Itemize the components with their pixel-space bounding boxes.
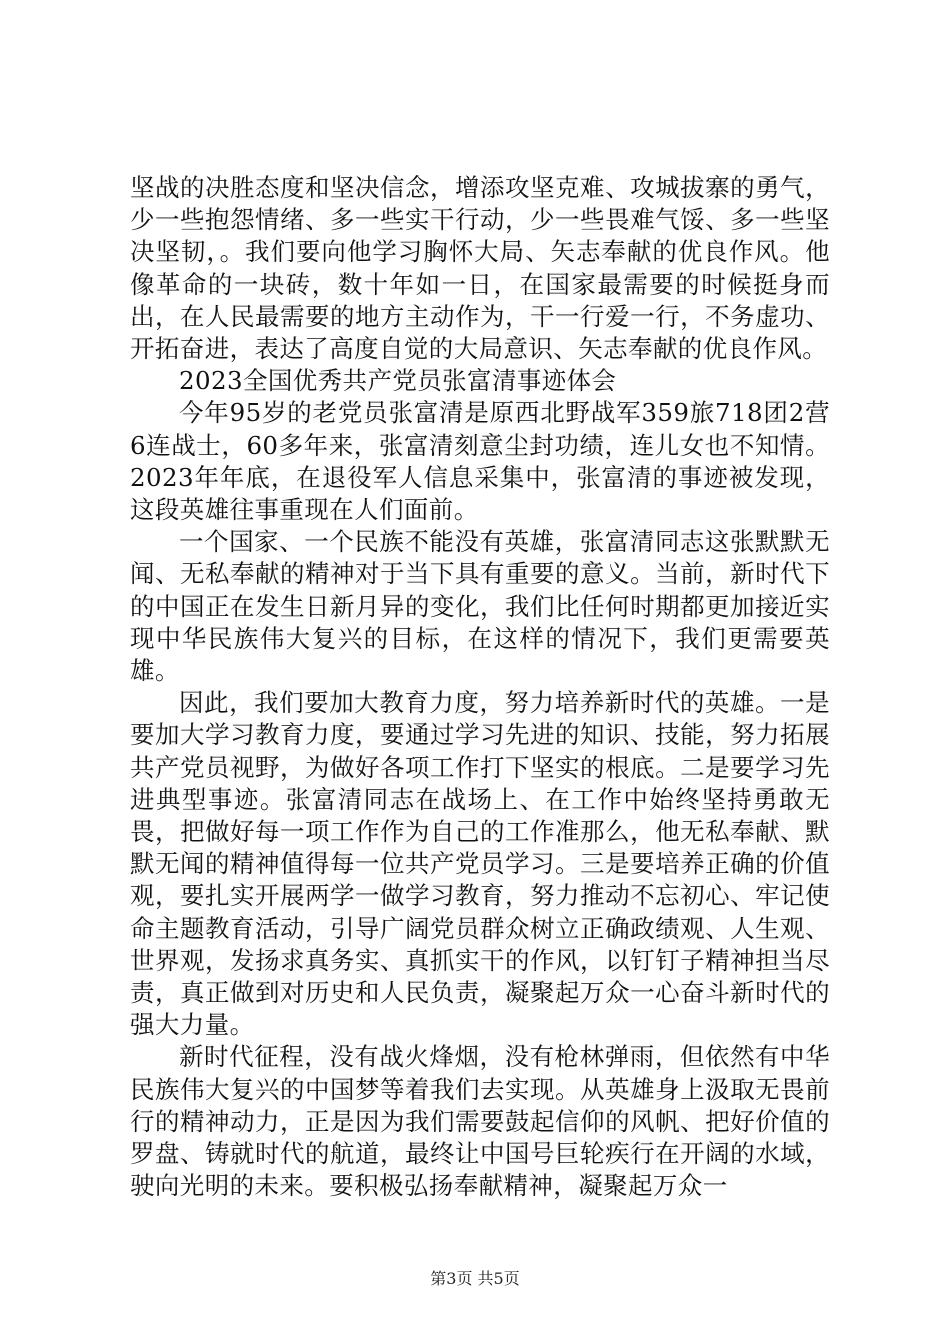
paragraph-continuation: 坚战的决胜态度和坚决信念，增添攻坚克难、攻城拔寨的勇气，少一些抱怨情绪、多一些实干行动，少一些畏难气馁、多一些坚决坚韧，。我们要向他学习胸怀大局、矢志奉献的优良作风。他像革命的一块砖，数十年如一日，在国家最需要的时候挺身而出，在人民最需要的地方主动作为，干一行爱一行，不务虚功、开拓奋进，表达了高度自觉的大局意识、矢志奉献的优良作风。	[130, 173, 830, 364]
paragraph: 新时代征程，没有战火烽烟，没有枪林弹雨，但依然有中华民族伟大复兴的中国梦等着我们去实现。从英雄身上汲取无畏前行的精神动力，正是因为我们需要鼓起信仰的风帆、把好价值的罗盘、铸就时代的航道，最终让中国号巨轮疾行在开阔的水域，驶向光明的未来。要积极弘扬奉献精神，凝聚起万众一	[130, 1042, 830, 1201]
paragraph: 一个国家、一个民族不能没有英雄，张富清同志这张默默无闻、无私奉献的精神对于当下具有重要的意义。当前，新时代下的中国正在发生日新月异的变化，我们比任何时期都更加接近实现中华民族伟大复兴的目标，在这样的情况下，我们更需要英雄。	[130, 527, 830, 686]
section-heading: 2023全国优秀共产党员张富清事迹体会	[179, 366, 617, 396]
paragraph: 今年95岁的老党员张富清是原西北野战军359旅718团2营6连战士，60多年来，张富清刻意尘封功绩，连儿女也不知情。2023年年底，在退役军人信息采集中，张富清的事迹被发现，这段英雄往事重现在人们面前。	[130, 398, 830, 525]
document-body	[130, 172, 830, 1203]
paragraph: 因此，我们要加大教育力度，努力培养新时代的英雄。一是要加大学习教育力度，要通过学习先进的知识、技能，努力拓展共产党员视野，为做好各项工作打下坚实的根底。二是要学习先进典型事迹。张富清同志在战场上、在工作中始终坚持勇敢无畏，把做好每一项工作作为自己的工作准那么，他无私奉献、默默无闻的精神值得每一位共产党员学习。三是要培养正确的价值观，要扎实开展两学一做学习教育，努力推动不忘初心、牢记使命主题教育活动，引导广阔党员群众树立正确政绩观、人生观、世界观，发扬求真务实、真抓实干的作风，以钉钉子精神担当尽责，真正做到对历史和人民负责，凝聚起万众一心奋斗新时代的强大力量。	[130, 688, 830, 1040]
page-number-footer: 第3页 共5页	[430, 1269, 520, 1288]
